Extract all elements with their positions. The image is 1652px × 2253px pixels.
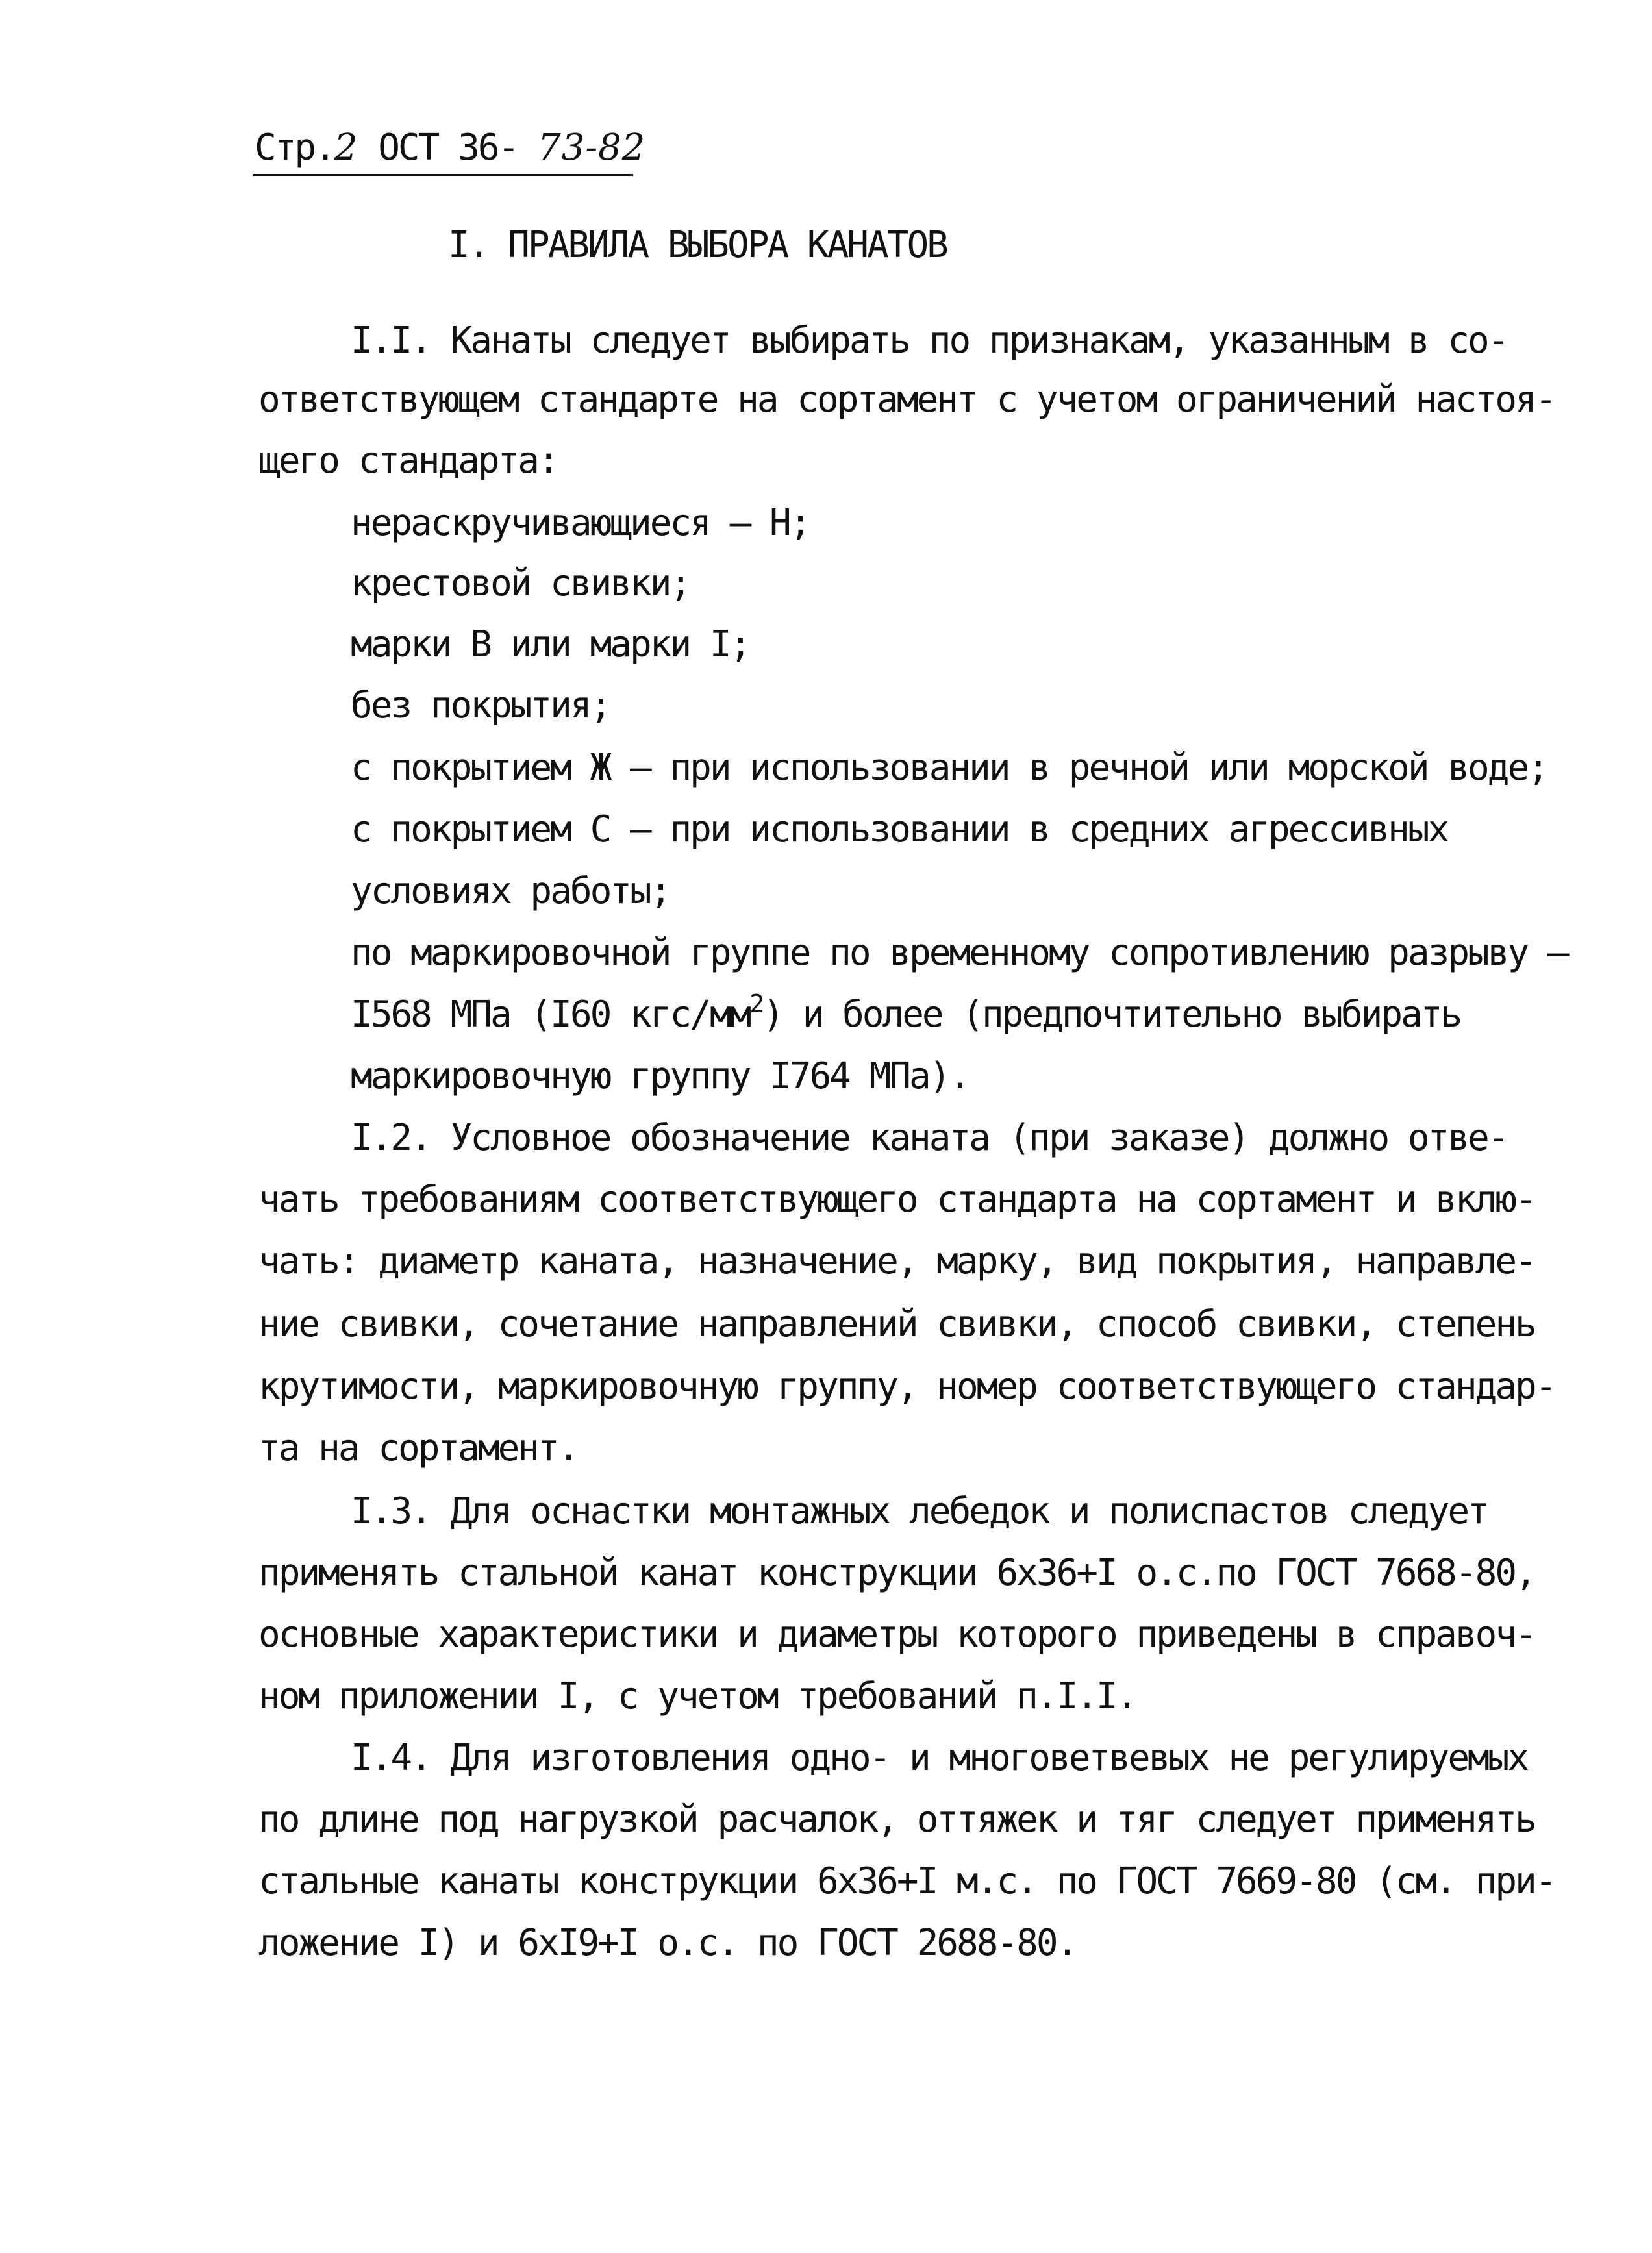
list-item: по маркировочной группе по временному сопротивлению разрыву – <box>351 932 1568 974</box>
list-item: крестовой свивки; <box>351 562 690 604</box>
list-item: с покрытием Ж – при использовании в речной или морской воде; <box>351 747 1547 789</box>
p3-line-1: I.3. Для оснастки монтажных лебедок и полиспастов следует <box>351 1490 1488 1532</box>
strength-superscript: 2 <box>749 990 763 1018</box>
p3-line-4: ном приложении I, с учетом требований п.I.I. <box>258 1675 1136 1717</box>
header-prefix: Стр. <box>255 127 334 169</box>
strength-part-2: ) и более (предпочтительно выбирать <box>762 993 1461 1036</box>
list-item: без покрытия; <box>351 684 610 727</box>
p1-line-1: I.I. Канаты следует выбирать по признакам, указанным в со- <box>351 319 1508 362</box>
header-standard-number: 73-82 <box>537 127 646 169</box>
strength-part-1: I568 МПа (I60 кгс/мм <box>351 993 750 1036</box>
p3-line-2: применять стальной канат конструкции 6х36+I о.с.по ГОСТ 7668-80, <box>258 1552 1535 1594</box>
p2-line-2: чать требованиям соответствующего стандарта на сортамент и вклю- <box>258 1178 1535 1221</box>
strength-line-1 <box>351 990 1461 1036</box>
list-item: с покрытием С – при использовании в средних агрессивных <box>351 808 1448 851</box>
p3-line-3: основные характеристики и диаметры которого приведены в справоч- <box>258 1613 1535 1656</box>
p4-line-4: ложение I) и 6хI9+I о.с. по ГОСТ 2688-80. <box>258 1922 1077 1964</box>
p2-line-6: та на сортамент. <box>258 1427 578 1469</box>
list-item: марки В или марки I; <box>351 623 750 666</box>
list-item: условиях работы; <box>351 870 670 912</box>
p4-line-1: I.4. Для изготовления одно- и многоветвевых не регулируемых <box>351 1737 1528 1779</box>
page-header <box>255 127 645 169</box>
p1-line-3: щего стандарта: <box>258 440 558 482</box>
p2-line-4: ние свивки, сочетание направлений свивки, способ свивки, степень <box>258 1303 1535 1345</box>
section-title: I. ПРАВИЛА ВЫБОРА КАНАТОВ <box>448 224 947 266</box>
p2-line-1: I.2. Условное обозначение каната (при заказе) должно отве- <box>351 1117 1508 1159</box>
strength-line-2: маркировочную группу I764 МПа). <box>351 1055 970 1097</box>
p4-line-3: стальные канаты конструкции 6х36+I м.с. по ГОСТ 7669-80 (см. при- <box>258 1860 1555 1902</box>
p2-line-3: чать: диаметр каната, назначение, марку, вид покрытия, направле- <box>258 1240 1535 1282</box>
p2-line-5: крутимости, маркировочную группу, номер соответствующего стандар- <box>258 1365 1555 1408</box>
header-underline <box>253 174 633 176</box>
list-item: нераскручивающиеся – Н; <box>351 502 810 544</box>
p4-line-2: по длине под нагрузкой расчалок, оттяжек и тяг следует применять <box>258 1799 1535 1841</box>
p1-line-2: ответствующем стандарте на сортамент с учетом ограничений настоя- <box>258 379 1555 421</box>
header-page-number: 2 <box>334 127 358 169</box>
header-standard: ОСТ 36- <box>358 127 538 169</box>
